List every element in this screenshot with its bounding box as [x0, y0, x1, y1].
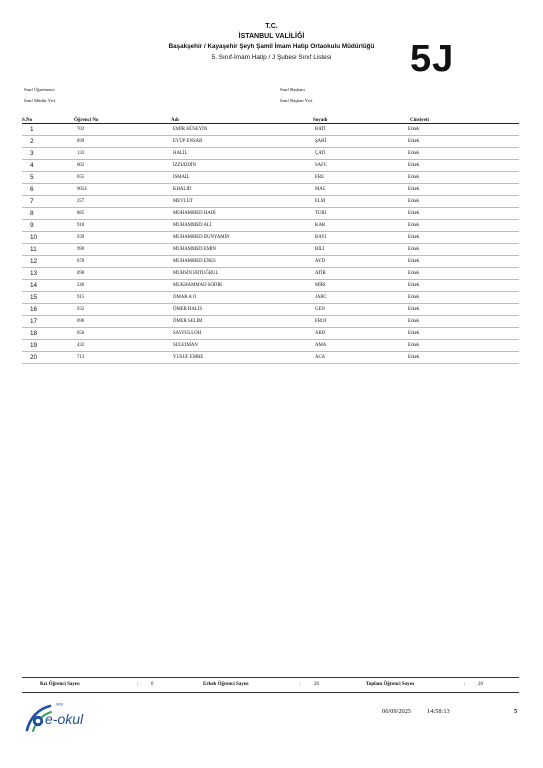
column-header-student-no: Öğrenci No	[45, 113, 163, 124]
cell-gender: Erkek	[381, 304, 519, 316]
cell-gender: Erkek	[381, 244, 519, 256]
cell-name: YUSUF EMRE	[163, 352, 313, 364]
cell-surname: BATI	[313, 124, 381, 136]
cell-student-no: 133	[45, 148, 163, 160]
e-okul-logo-icon	[24, 700, 104, 734]
cell-surname: ELM	[313, 196, 381, 208]
cell-student-no: 915	[45, 292, 163, 304]
cell-gender: Erkek	[381, 148, 519, 160]
cell-surname: MİRI	[313, 280, 381, 292]
cell-student-no: 246	[45, 280, 163, 292]
table-row	[22, 316, 519, 328]
cell-student-no: 9054	[45, 184, 163, 196]
cell-name: MUHAMMED ENES	[163, 256, 313, 268]
class-teacher-label: Sınıf Öğretmeni:	[24, 87, 56, 92]
cell-name: MUHSİN ERTUĞRUL	[163, 268, 313, 280]
cell-gender: Erkek	[381, 316, 519, 328]
header-list-title: 5. Sınıf-İmam Hatip / J Şubesi Sınıf Listesi	[211, 54, 332, 61]
cell-surname: BİLİ	[313, 244, 381, 256]
table-row	[22, 208, 519, 220]
girls-count-colon: :	[137, 682, 139, 687]
cell-student-no: 990	[45, 244, 163, 256]
cell-sno: 1	[22, 124, 45, 136]
table-row	[22, 352, 519, 364]
table-row	[22, 328, 519, 340]
cell-name: İSMAİL	[163, 172, 313, 184]
cell-name: EYÜP ENSAR	[163, 136, 313, 148]
class-vice-president-label: Sınıf Başkan Yrd.	[280, 98, 313, 103]
cell-surname: ŞAHİ	[313, 136, 381, 148]
vice-principal-label: Sınıf Müdür Yrd.	[24, 98, 56, 103]
cell-sno: 17	[22, 316, 45, 328]
girls-count-label: Kız Öğrenci Sayısı	[40, 682, 80, 687]
cell-student-no: 655	[45, 172, 163, 184]
cell-name: MUHAMMED EMİN	[163, 244, 313, 256]
cell-gender: Erkek	[381, 136, 519, 148]
header-governorship: İSTANBUL VALİLİĞİ	[238, 33, 305, 40]
table-row	[22, 244, 519, 256]
cell-sno: 5	[22, 172, 45, 184]
table-row	[22, 196, 519, 208]
cell-gender: Erkek	[381, 280, 519, 292]
cell-student-no: 257	[45, 196, 163, 208]
cell-gender: Erkek	[381, 232, 519, 244]
cell-gender: Erkek	[381, 292, 519, 304]
cell-name: KHALID	[163, 184, 313, 196]
table-row	[22, 160, 519, 172]
cell-student-no: 899	[45, 136, 163, 148]
total-count-colon: :	[464, 682, 466, 687]
cell-name: OMAR A O	[163, 292, 313, 304]
cell-gender: Erkek	[381, 172, 519, 184]
table-row	[22, 220, 519, 232]
e-okul-logo	[24, 700, 104, 734]
cell-gender: Erkek	[381, 196, 519, 208]
cell-surname: ABD	[313, 328, 381, 340]
cell-surname: KAR	[313, 220, 381, 232]
cell-student-no: 670	[45, 256, 163, 268]
cell-name: HALİL	[163, 148, 313, 160]
cell-surname: SAFC	[313, 160, 381, 172]
total-count-value: 20	[478, 682, 483, 687]
cell-sno: 8	[22, 208, 45, 220]
cell-gender: Erkek	[381, 256, 519, 268]
cell-sno: 4	[22, 160, 45, 172]
cell-gender: Erkek	[381, 160, 519, 172]
boys-count-label: Erkek Öğrenci Sayısı	[203, 682, 249, 687]
cell-sno: 18	[22, 328, 45, 340]
cell-student-no: 703	[45, 124, 163, 136]
column-header-gender: Cinsiyeti	[381, 113, 519, 124]
cell-sno: 13	[22, 268, 45, 280]
cell-sno: 10	[22, 232, 45, 244]
header-tc: T.C.	[265, 23, 278, 30]
table-row	[22, 256, 519, 268]
cell-name: ÖMER HALİS	[163, 304, 313, 316]
cell-name: SAYFULLOH	[163, 328, 313, 340]
logo-e-okul-text: e-okul	[45, 711, 84, 727]
cell-name: İZZUDDİN	[163, 160, 313, 172]
table-header-row	[22, 113, 519, 124]
cell-student-no: 713	[45, 352, 163, 364]
column-header-sno: S.No	[22, 113, 45, 124]
page-number: 5	[514, 708, 518, 715]
table-row	[22, 184, 519, 196]
boys-count-value: 20	[314, 682, 319, 687]
cell-student-no: 602	[45, 160, 163, 172]
cell-surname: ÇATI	[313, 148, 381, 160]
cell-sno: 11	[22, 244, 45, 256]
table-row	[22, 340, 519, 352]
cell-surname: AMA	[313, 340, 381, 352]
cell-sno: 3	[22, 148, 45, 160]
cell-sno: 2	[22, 136, 45, 148]
cell-gender: Erkek	[381, 340, 519, 352]
cell-surname: AYD	[313, 256, 381, 268]
column-header-surname: Soyadı	[313, 113, 381, 124]
cell-surname: ERE	[313, 172, 381, 184]
cell-student-no: 918	[45, 220, 163, 232]
cell-surname: JARC	[313, 292, 381, 304]
cell-student-no: 650	[45, 328, 163, 340]
cell-name: MUHAMMED BUNYAMİN	[163, 232, 313, 244]
print-time: 14:58:13	[427, 708, 450, 715]
cell-name: SULEIMAN	[163, 340, 313, 352]
cell-surname: BAYI	[313, 232, 381, 244]
cell-gender: Erkek	[381, 208, 519, 220]
cell-sno: 20	[22, 352, 45, 364]
cell-surname: EROI	[313, 316, 381, 328]
logo-meb-text: MEB	[56, 702, 63, 707]
cell-sno: 15	[22, 292, 45, 304]
boys-count-colon: :	[300, 682, 302, 687]
cell-surname: ATİR	[313, 268, 381, 280]
cell-surname: MAC	[313, 184, 381, 196]
cell-student-no: 696	[45, 316, 163, 328]
cell-sno: 12	[22, 256, 45, 268]
cell-surname: TURI	[313, 208, 381, 220]
cell-gender: Erkek	[381, 220, 519, 232]
cell-surname: GEN	[313, 304, 381, 316]
table-row	[22, 304, 519, 316]
cell-surname: ACA	[313, 352, 381, 364]
table-row	[22, 268, 519, 280]
cell-sno: 7	[22, 196, 45, 208]
cell-student-no: 432	[45, 340, 163, 352]
cell-gender: Erkek	[381, 184, 519, 196]
table-row	[22, 280, 519, 292]
student-list-table	[22, 113, 519, 364]
cell-sno: 6	[22, 184, 45, 196]
cell-gender: Erkek	[381, 328, 519, 340]
cell-name: ÖMER SELİM	[163, 316, 313, 328]
footer-bottom-divider	[22, 692, 519, 693]
table-row	[22, 148, 519, 160]
table-row	[22, 232, 519, 244]
cell-name: MUHAMMED ALİ	[163, 220, 313, 232]
cell-gender: Erkek	[381, 124, 519, 136]
girls-count-value: 0	[151, 682, 154, 687]
total-count-label: Toplam Öğrenci Sayısı	[366, 682, 415, 687]
cell-gender: Erkek	[381, 268, 519, 280]
cell-student-no: 885	[45, 208, 163, 220]
cell-name: MOHAMMED HADİ	[163, 208, 313, 220]
class-code: 5J	[410, 38, 455, 80]
table-row	[22, 136, 519, 148]
table-row	[22, 124, 519, 136]
footer-top-divider	[22, 677, 519, 678]
print-date: 06/09/2025	[382, 708, 412, 715]
cell-sno: 19	[22, 340, 45, 352]
cell-student-no: 898	[45, 268, 163, 280]
cell-gender: Erkek	[381, 352, 519, 364]
cell-student-no: 939	[45, 232, 163, 244]
table-row	[22, 172, 519, 184]
cell-name: MEVLÜT	[163, 196, 313, 208]
cell-sno: 14	[22, 280, 45, 292]
cell-name: EMİR HÜSEYİN	[163, 124, 313, 136]
table-row	[22, 292, 519, 304]
cell-student-no: 932	[45, 304, 163, 316]
class-president-label: Sınıf Başkanı	[280, 87, 305, 92]
cell-sno: 9	[22, 220, 45, 232]
column-header-name: Adı	[163, 113, 313, 124]
cell-sno: 16	[22, 304, 45, 316]
header-school-name: Başakşehir / Kayaşehir Şeyh Şamil İmam Hatip Ortaokulu Müdürlüğü	[168, 43, 375, 50]
cell-name: MUKHAMMAD SODİK	[163, 280, 313, 292]
